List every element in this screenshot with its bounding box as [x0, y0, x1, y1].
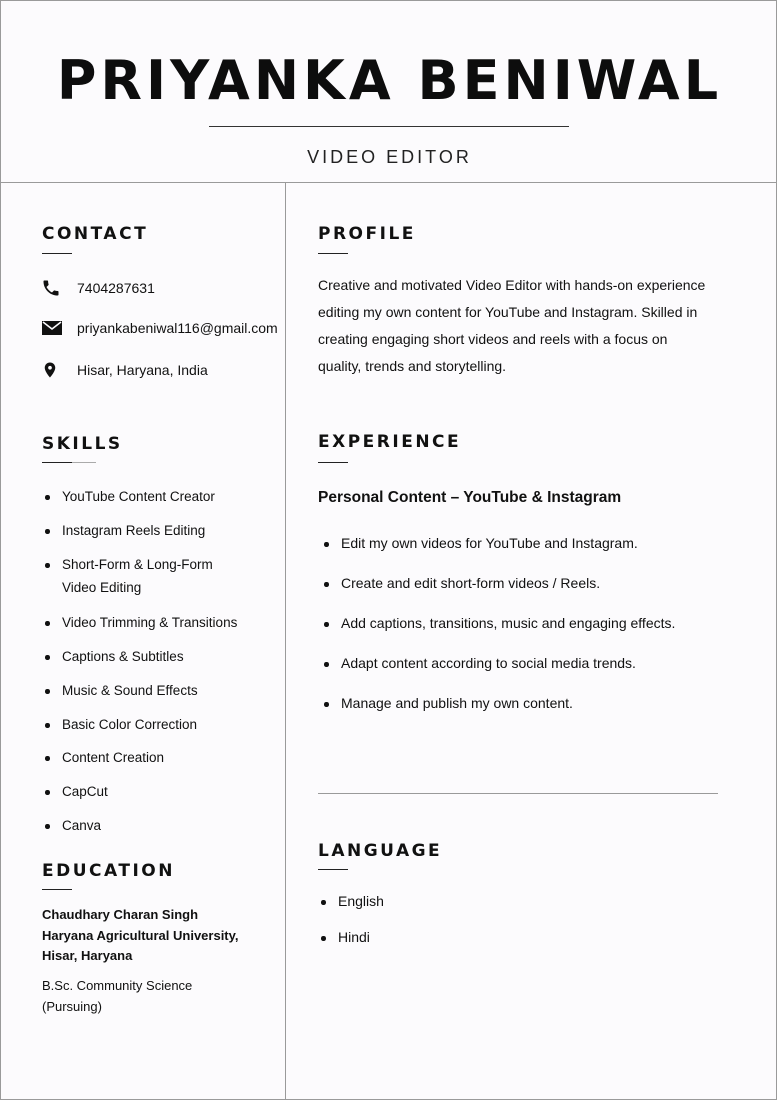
- profile-line: creating engaging short videos and reels with a focus on: [318, 331, 668, 347]
- resume-header: [1, 1, 777, 183]
- experience-role: Personal Content – YouTube & Instagram: [318, 489, 622, 506]
- list-item: Manage and publish my own content.: [321, 692, 675, 715]
- location-pin-icon: [41, 360, 67, 380]
- contact-heading: CONTACT: [42, 224, 149, 244]
- list-item-continuation: [42, 576, 237, 599]
- profile-line: editing my own content for YouTube and Instagram. Skilled in: [318, 304, 698, 320]
- profile-heading: PROFILE: [318, 224, 416, 244]
- contact-location: [41, 360, 208, 380]
- list-item: CapCut: [42, 780, 237, 803]
- list-item: Instagram Reels Editing: [42, 519, 237, 542]
- list-item: Content Creation: [42, 746, 237, 769]
- list-item-text: Video Editing: [62, 580, 142, 595]
- experience-list: [321, 532, 675, 715]
- contact-heading-rule: [42, 253, 72, 254]
- list-item: English: [318, 890, 384, 913]
- contact-phone: [41, 278, 155, 298]
- language-heading-rule: [318, 869, 348, 870]
- skills-heading: SKILLS: [42, 434, 123, 454]
- education-heading: EDUCATION: [42, 861, 175, 881]
- profile-line: quality, trends and storytelling.: [318, 358, 507, 374]
- language-list: [318, 890, 384, 949]
- list-item: Hindi: [318, 926, 384, 949]
- list-item: Music & Sound Effects: [42, 679, 237, 702]
- profile-line: Creative and motivated Video Editor with hands-on experience: [318, 277, 706, 293]
- skills-heading-rule: [42, 462, 72, 463]
- education-school: [42, 905, 239, 967]
- list-item: Edit my own videos for YouTube and Instagram.: [321, 532, 675, 555]
- location-text: Hisar, Haryana, India: [77, 362, 208, 378]
- degree-line: (Pursuing): [42, 998, 102, 1014]
- list-item: Basic Color Correction: [42, 713, 237, 736]
- name-divider: [209, 126, 569, 127]
- candidate-name: PRIYANKA BENIWAL: [56, 49, 723, 112]
- skills-list: [42, 485, 237, 837]
- school-line: Haryana Agricultural University,: [42, 927, 239, 943]
- list-item: Captions & Subtitles: [42, 645, 237, 668]
- education-degree: [42, 976, 192, 1017]
- list-item: YouTube Content Creator: [42, 485, 237, 508]
- school-line: Hisar, Haryana: [42, 948, 133, 963]
- column-divider: [285, 183, 286, 1099]
- degree-line: B.Sc. Community Science: [42, 978, 193, 993]
- language-heading: LANGUAGE: [318, 841, 443, 861]
- email-address: priyankabeniwal116@gmail.com: [77, 320, 278, 336]
- job-title: VIDEO EDITOR: [307, 147, 472, 167]
- school-line: Chaudhary Charan Singh: [42, 907, 199, 922]
- profile-heading-rule: [318, 253, 348, 254]
- list-item: Video Trimming & Transitions: [42, 611, 237, 634]
- list-item: Add captions, transitions, music and engaging effects.: [321, 612, 675, 635]
- list-item: Short-Form & Long-Form: [42, 553, 237, 576]
- list-item: Canva: [42, 814, 237, 837]
- skills-heading-rule-light: [72, 462, 96, 463]
- education-heading-rule: [42, 889, 72, 890]
- list-item: Adapt content according to social media trends.: [321, 652, 675, 675]
- mail-icon: [41, 318, 67, 338]
- section-divider: [318, 793, 718, 794]
- phone-number: 7404287631: [77, 280, 155, 296]
- phone-icon: [41, 278, 67, 298]
- list-item: Create and edit short-form videos / Reels.: [321, 572, 675, 595]
- profile-summary: [318, 272, 705, 380]
- contact-email: [41, 318, 278, 338]
- experience-heading-rule: [318, 462, 348, 463]
- experience-heading: EXPERIENCE: [318, 432, 462, 452]
